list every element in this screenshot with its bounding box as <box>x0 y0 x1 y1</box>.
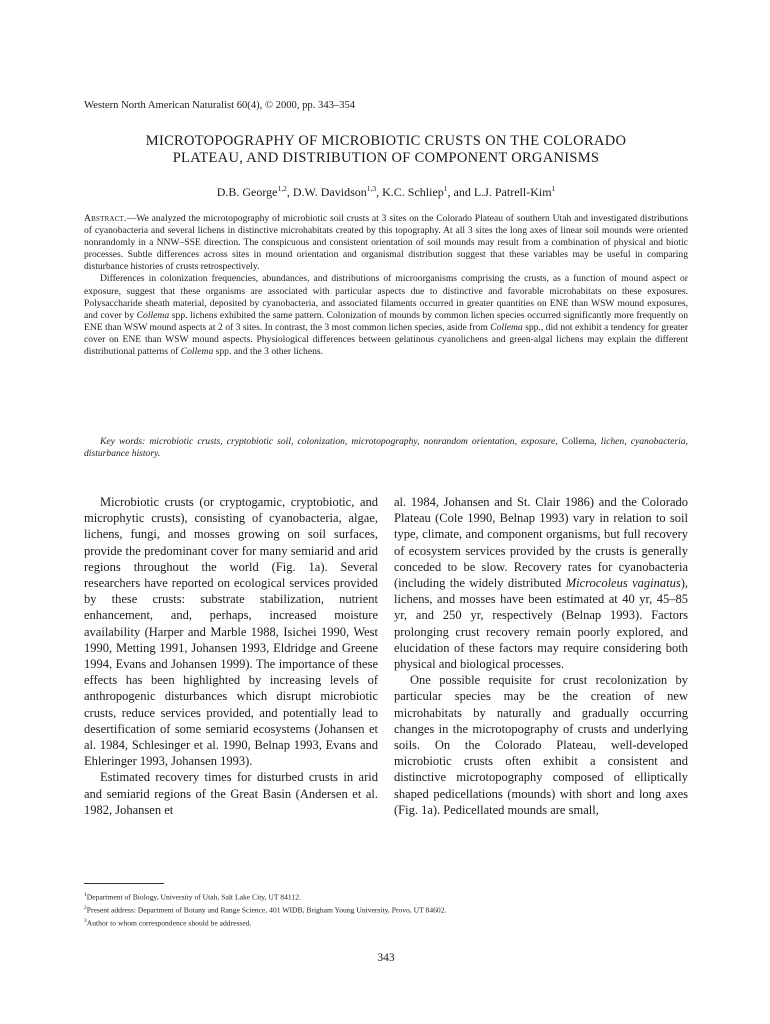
keywords-text: Key words: microbiotic crusts, cryptobiotic soil, colonization, microtopography, nonrandom orientation, exposure, <box>100 436 558 447</box>
footnote-text: Present address: Department of Botany and Range Science, 401 WIDB, Brigham Young University, Provo, UT 84602. <box>86 905 447 915</box>
footnote-text: Author to whom correspondence should be addressed. <box>86 918 252 928</box>
footnote-text: Department of Biology, University of Utah, Salt Lake City, UT 84112. <box>86 892 301 902</box>
body-column-right <box>394 494 688 818</box>
abstract-text: spp., did not exhibit a tendency for greater cover on ENE than WSW mound aspects. Physiological differences between gelatinous cyanolichens and green-algal lichens may explain the different distributional patterns of <box>84 321 688 358</box>
keywords-text: , lichen, cyanobacteria, disturbance history. <box>84 436 688 460</box>
abstract-text: —We analyzed the microtopography of microbiotic soil crusts at 3 sites on the Colorado Plateau of southern Utah and investigated distributions of cyanobacteria and several lichens in distinctive microhabitats created by this topography. At all 3 sites the long axes of linear soil mounds were oriented nonrandomly in a NNW–SSE direction. The conspicuous and consistent orientation of soil mounds may result from a combination of physical and biotic processes. Subtle differences across sites in mound orientation and organismal distribution suggest that these variables may be useful in comparing disturbance histories of crusts retrospectively. <box>84 213 688 273</box>
footnote-divider <box>84 883 164 884</box>
footnote <box>84 916 688 929</box>
paper-title <box>84 133 688 167</box>
title-line-2: PLATEAU, AND DISTRIBUTION OF COMPONENT ORGANISMS <box>172 150 600 166</box>
journal-citation: Western North American Naturalist 60(4), © 2000, pp. 343–354 <box>84 100 356 111</box>
abstract-text: Differences in colonization frequencies, abundances, and distributions of microorganisms comprising the crusts, as a function of mound aspect or exposure, suggest that these organisms are associated with particular aspects due to distinctive and favorable microhabitats on these exposures. Polysaccharide sheath material, deposited by cyanobacteria, and associated filaments occurred in greater quantities on ENE than WSW mound exposures, and cover by <box>84 273 688 321</box>
title-line-1: MICROTOPOGRAPHY OF MICROBIOTIC CRUSTS ON THE COLORADO <box>145 133 627 149</box>
genus-name: Collema <box>136 309 170 321</box>
author-affiliation-mark: 1,2 <box>277 184 287 193</box>
abstract-paragraph-1 <box>84 213 688 273</box>
footnote-mark: 3 <box>84 918 87 925</box>
footnote-mark: 2 <box>84 905 87 912</box>
body-paragraph <box>394 494 688 672</box>
body-column-left <box>84 494 378 818</box>
author-name: , K.C. Schliep <box>376 185 444 199</box>
body-paragraph: Microbiotic crusts (or cryptogamic, cryptobiotic, and microphytic crusts), consisting of cyanobacteria, algae, lichens, fungi, and mosses growing on soil surfaces, provide the predominant cover for many semiarid and arid regions throughout the world (Fig. 1a). Several researchers have reported on ecological services provided by these crusts: substrate stabilization, nutrient enhancement, and, perhaps, increased moisture availability (Harper and Marble 1988, Isichei 1990, West 1990, Metting 1991, Johansen 1993, Eldridge and Greene 1994, Evans and Johansen 1999). The importance of these effects has been highlighted by increasing levels of anthropogenic disturbances which disrupt microbiotic crusts, reduce services provided, and potentially lead to desertification of some semiarid ecosystems (Johansen et al. 1984, Schlesinger et al. 1990, Belnap 1993, Evans and Ehleringer 1993, Johansen 1993). <box>84 495 378 769</box>
body-paragraph: Estimated recovery times for disturbed crusts in arid and semiarid regions of the Great Basin (Andersen et al. 1982, Johansen et <box>84 770 378 817</box>
body-paragraph: One possible requisite for crust recolonization by particular species may be the creation of new microhabitats by naturally and gradually occurring changes in the microtopography of crusts and underlying soils. On the Colorado Plateau, well-developed microbiotic crusts often exhibit a consistent and distinctive microtopography composed of elliptically shaped pedicellations (mounds) with short and long axes (Fig. 1a). Pedicellated mounds are small, <box>394 673 688 817</box>
author-name: D.B. George <box>216 185 278 199</box>
genus-name: Collema <box>561 436 595 447</box>
body-text: ), lichens, and mosses have been estimated at 40 yr, 45–85 yr, and 250 yr, respectively (Belnap 1993). Factors prolonging crust recovery remain poorly explored, and elucidation of these factors may require considering both physical and biological processes. <box>394 576 688 672</box>
abstract-paragraph-2 <box>84 273 688 358</box>
abstract-label: Abstract. <box>84 213 127 224</box>
author-list <box>84 182 688 199</box>
author-affiliation-mark: 1 <box>551 184 556 193</box>
footnote-mark: 1 <box>84 892 87 898</box>
footnote <box>84 890 688 903</box>
footnotes <box>84 890 688 929</box>
keywords <box>84 436 688 460</box>
abstract-text: spp. lichens exhibited the same pattern. Colonization of mounds by common lichen species occurred significantly more frequently on ENE than WSW mound aspects at 2 of 3 sites. In contrast, the 3 most common lichen species, aside from <box>84 309 688 333</box>
footnote <box>84 903 688 916</box>
author-name: , and L.J. Patrell-Kim <box>447 185 552 199</box>
species-name: Microcoleus vaginatus <box>565 576 681 591</box>
abstract-text: spp. and the 3 other lichens. <box>213 346 324 358</box>
genus-name: Collema <box>180 346 214 358</box>
author-affiliation-mark: 1 <box>443 184 448 193</box>
body-text: al. 1984, Johansen and St. Clair 1986) and the Colorado Plateau (Cole 1990, Belnap 1993) vary in relation to soil type, climate, and component organisms, but full recovery of ecosystem services provided by the crusts is generally conceded to be slow. Recovery rates for cyanobacteria (including the widely distributed <box>394 495 688 591</box>
author-name: , D.W. Davidson <box>286 185 367 199</box>
author-affiliation-mark: 1,3 <box>366 184 377 193</box>
page-number: 343 <box>377 952 395 964</box>
abstract <box>84 213 688 358</box>
genus-name: Collema <box>490 321 523 333</box>
